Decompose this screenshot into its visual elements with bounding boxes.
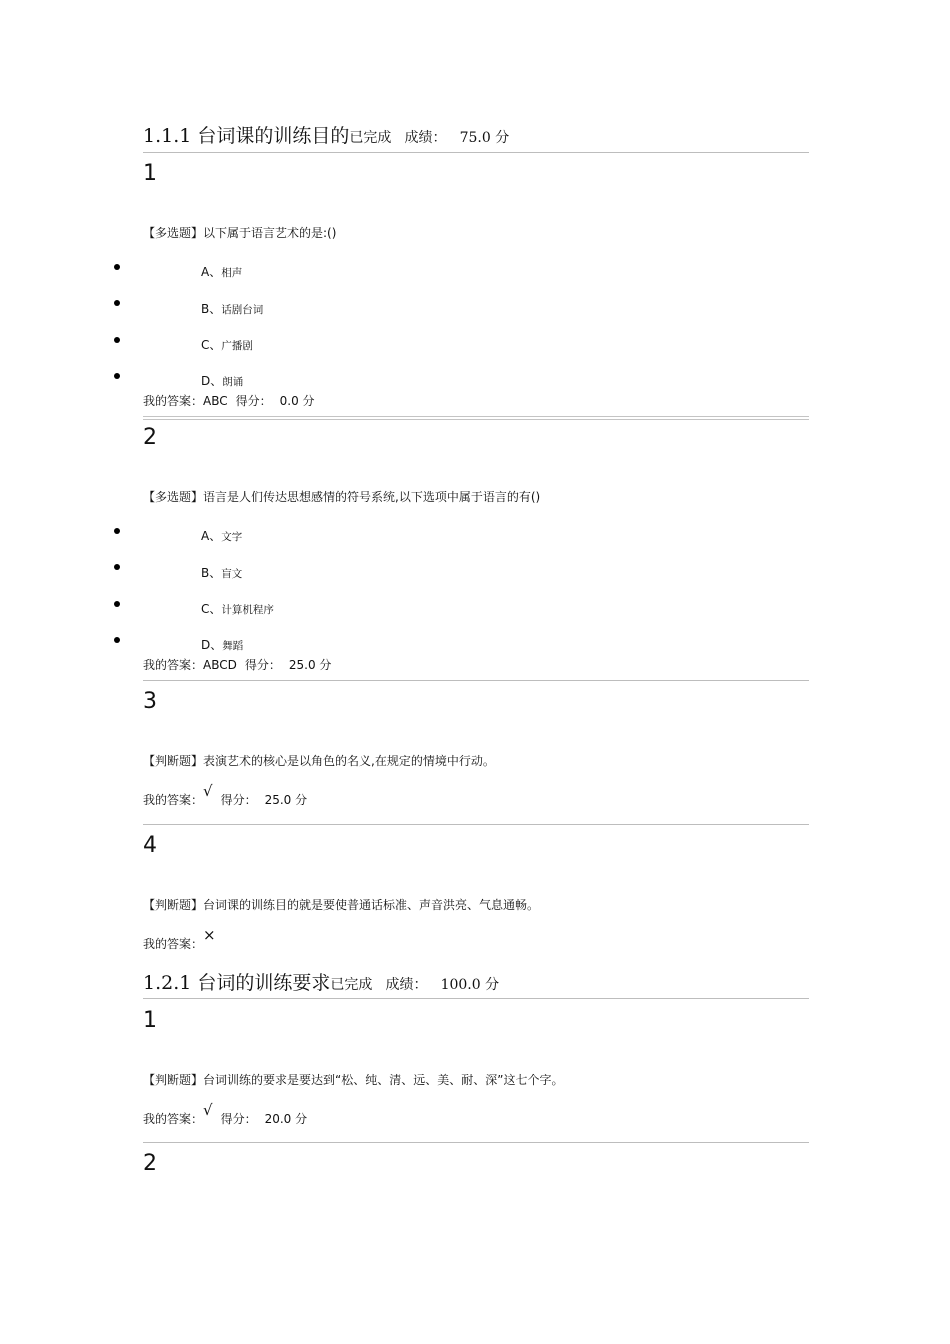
answer-line: [143, 926, 216, 952]
question-stem: [143, 752, 495, 769]
option-d: [201, 636, 243, 653]
section-header: [143, 121, 509, 148]
bullet-icon: [114, 564, 120, 570]
score-value: 25.0 分: [264, 793, 308, 807]
option-d: [201, 372, 243, 389]
question-text: 台词课的训练目的就是要使普通话标准、声音洪亮、气息通畅。: [203, 898, 540, 912]
option-letter: A、: [201, 265, 222, 279]
question-number: 3: [143, 689, 157, 714]
score-label: 得分：: [220, 1112, 257, 1126]
score-label: 得分：: [244, 658, 281, 672]
bullet-icon: [114, 601, 120, 607]
question-stem: [143, 488, 540, 505]
option-b: [201, 564, 242, 581]
answer-label: 我的答案：: [143, 1112, 204, 1126]
score-value: 20.0 分: [264, 1112, 308, 1126]
section-title: 1.2.1 台词的训练要求: [143, 972, 331, 994]
score-value: 25.0 分: [288, 658, 332, 672]
option-letter: A、: [201, 529, 222, 543]
section-score-label: 成绩：: [404, 130, 447, 146]
score-label: 得分：: [220, 793, 257, 807]
section-score-label: 成绩：: [385, 977, 428, 993]
option-text: 文字: [221, 531, 243, 543]
question-type: 【判断题】: [143, 898, 204, 912]
bullet-icon: [114, 528, 120, 534]
question-type: 【判断题】: [143, 754, 204, 768]
divider: [143, 416, 809, 420]
section-status: 已完成: [349, 130, 392, 146]
option-text: 盲文: [221, 568, 243, 580]
question-stem: [143, 224, 336, 241]
score-value: 0.0 分: [279, 394, 315, 408]
answer-line: [143, 1101, 308, 1127]
question-number: 1: [143, 1008, 157, 1033]
answer-label: 我的答案：: [143, 394, 204, 408]
question-text: 表演艺术的核心是以角色的名义,在规定的情境中行动。: [203, 754, 495, 768]
divider: [143, 1142, 809, 1143]
question-number: 2: [143, 425, 157, 450]
option-letter: D、: [201, 638, 223, 652]
question-number: 4: [143, 833, 157, 858]
answer-label: 我的答案：: [143, 658, 204, 672]
option-text: 话剧台词: [221, 304, 264, 316]
section-title: 1.1.1 台词课的训练目的: [143, 125, 350, 147]
answer-line: [143, 392, 315, 409]
bullet-icon: [114, 637, 120, 643]
question-type: 【判断题】: [143, 1073, 204, 1087]
question-number: 2: [143, 1151, 157, 1176]
option-letter: D、: [201, 374, 223, 388]
option-text: 朗诵: [222, 376, 244, 388]
option-c: [201, 336, 253, 353]
answer-line: [143, 782, 308, 808]
bullet-icon: [114, 300, 120, 306]
option-text: 相声: [221, 267, 243, 279]
divider: [143, 152, 809, 153]
option-text: 广播剧: [221, 340, 253, 352]
question-number: 1: [143, 161, 157, 186]
question-type: 【多选题】: [143, 490, 204, 504]
answer-value: ABC: [203, 394, 228, 408]
answer-line: [143, 656, 331, 673]
option-a: [201, 263, 242, 280]
section-score: 75.0 分: [459, 130, 510, 146]
option-letter: C、: [201, 338, 222, 352]
bullet-icon: [114, 337, 120, 343]
divider: [143, 824, 809, 825]
check-mark-icon: √: [203, 782, 213, 800]
bullet-icon: [114, 264, 120, 270]
question-stem: [143, 896, 539, 913]
cross-mark-icon: ×: [203, 926, 216, 944]
option-letter: C、: [201, 602, 222, 616]
question-stem: [143, 1071, 563, 1088]
divider: [143, 680, 809, 681]
section-score: 100.0 分: [440, 977, 500, 993]
bullet-icon: [114, 373, 120, 379]
question-text: 语言是人们传达思想感情的符号系统,以下选项中属于语言的有(): [203, 490, 541, 504]
answer-value: ABCD: [203, 658, 237, 672]
option-letter: B、: [201, 302, 222, 316]
answer-label: 我的答案：: [143, 793, 204, 807]
option-letter: B、: [201, 566, 222, 580]
score-label: 得分：: [235, 394, 272, 408]
option-c: [201, 600, 274, 617]
divider: [143, 998, 809, 999]
section-header: [143, 968, 499, 995]
section-status: 已完成: [330, 977, 373, 993]
option-a: [201, 527, 242, 544]
question-type: 【多选题】: [143, 226, 204, 240]
check-mark-icon: √: [203, 1101, 213, 1119]
answer-label: 我的答案：: [143, 937, 204, 951]
option-b: [201, 300, 263, 317]
option-text: 计算机程序: [221, 604, 274, 616]
question-text: 台词训练的要求是要达到“松、纯、清、远、美、耐、深”这七个字。: [203, 1073, 564, 1087]
option-text: 舞蹈: [222, 640, 244, 652]
question-text: 以下属于语言艺术的是:(): [203, 226, 337, 240]
